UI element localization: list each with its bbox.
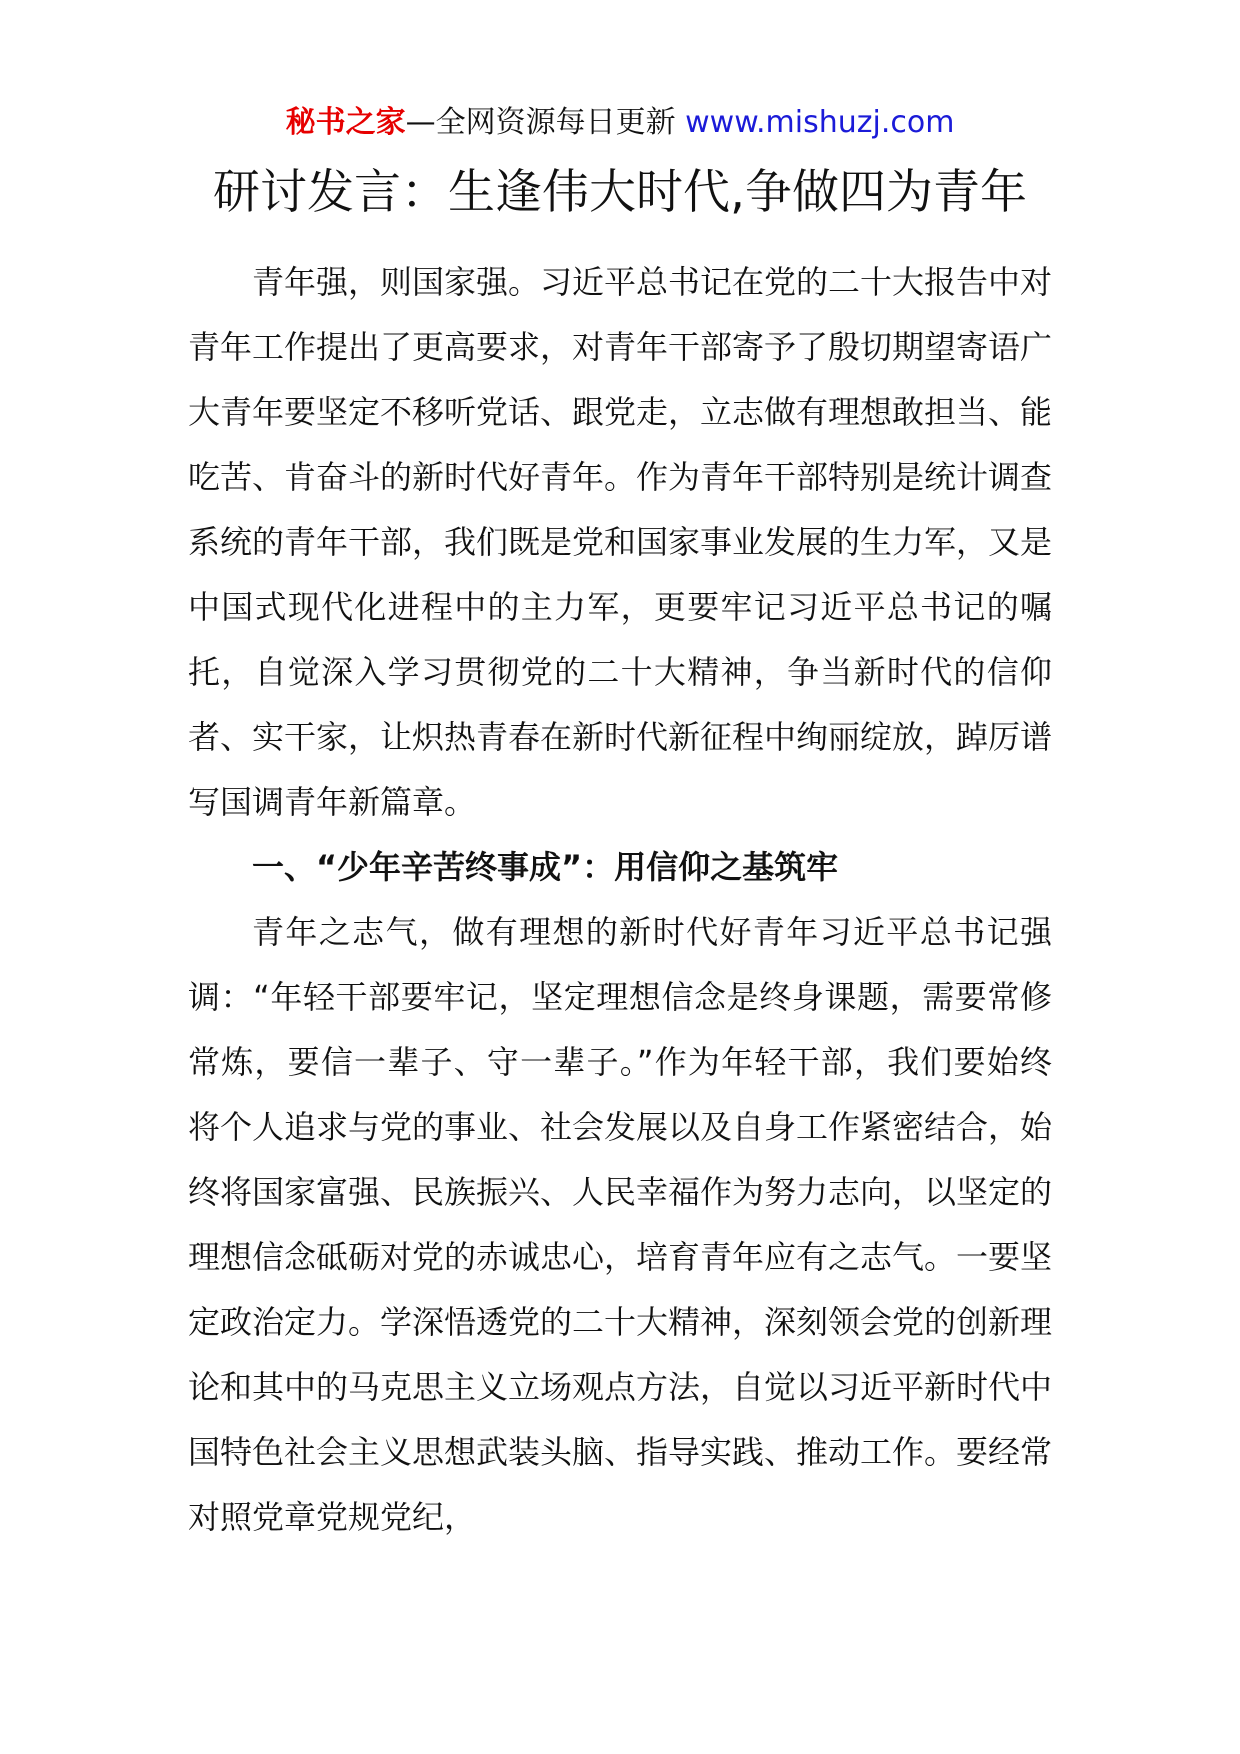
document-title: 研讨发言：生逢伟大时代,争做四为青年 — [213, 165, 1027, 220]
document-body — [188, 250, 1052, 1550]
intro-paragraph: 青年强，则国家强。习近平总书记在党的二十大报告中对青年工作提出了更高要求，对青年干部寄予了殷切期望寄语广大青年要坚定不移听党话、跟党走，立志做有理想敢担当、能吃苦、肯奋斗的新时代好青年。作为青年干部特别是统计调查系统的青年干部，我们既是党和国家事业发展的生力军，又是中国式现代化进程中的主力军，更要牢记习近平总书记的嘱托，自觉深入学习贯彻党的二十大精神，争当新时代的信仰者、实干家，让炽热青春在新时代新征程中绚丽绽放，踔厉谱写国调青年新篇章。 — [188, 263, 1053, 821]
site-tagline: —全网资源每日更新 — [405, 105, 686, 140]
section-heading-1: 一、“少年辛苦终事成”：用信仰之基筑牢 — [252, 848, 839, 886]
site-banner — [0, 98, 1240, 148]
section-1-paragraph: 青年之志气，做有理想的新时代好青年习近平总书记强调：“年轻干部要牢记，坚定理想信念是终身课题，需要常修常炼，要信一辈子、守一辈子。”作为年轻干部，我们要始终将个人追求与党的事业、社会发展以及自身工作紧密结合，始终将国家富强、民族振兴、人民幸福作为努力志向，以坚定的理想信念砥砺对党的赤诚忠心，培育青年应有之志气。一要坚定政治定力。学深悟透党的二十大精神，深刻领会党的创新理论和其中的马克思主义立场观点方法，自觉以习近平新时代中国特色社会主义思想武装头脑、指导实践、推动工作。要经常对照党章党规党纪， — [188, 913, 1053, 1536]
site-url[interactable]: www.mishuzj.com — [685, 105, 955, 140]
site-brand: 秘书之家 — [285, 105, 406, 140]
